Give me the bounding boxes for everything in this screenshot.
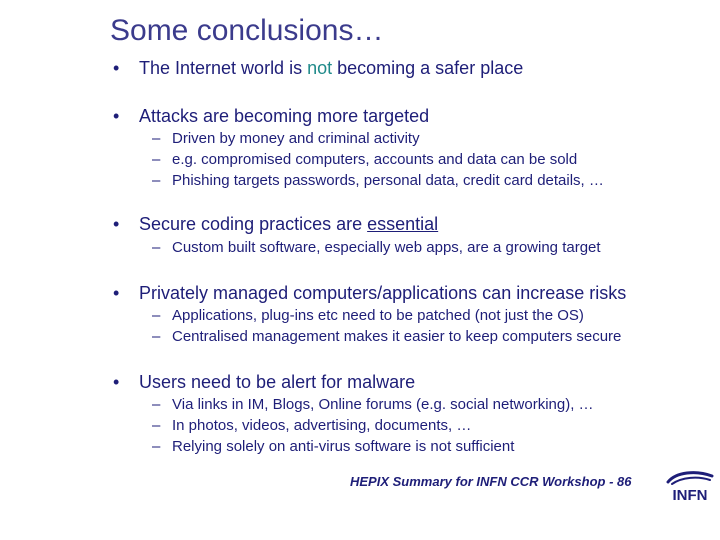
bullet-4-sub-2 — [152, 328, 621, 345]
bullet-symbol: • — [113, 283, 120, 303]
bullet-3 — [113, 214, 438, 235]
bullet-5-sub-2 — [152, 417, 471, 434]
bullet-2-sub-3 — [152, 172, 604, 189]
bullet-1-accent: not — [307, 58, 333, 78]
bullet-symbol: • — [113, 106, 120, 126]
bullet-4-text: Privately managed computers/applications can increase risks — [139, 283, 627, 303]
bullet-1-text-before: The Internet world is — [139, 58, 308, 78]
bullet-5-text: Users need to be alert for malware — [139, 372, 416, 392]
sub-text: In photos, videos, advertising, documents, … — [172, 417, 472, 434]
dash-symbol: – — [152, 307, 161, 324]
bullet-5-sub-3 — [152, 438, 514, 455]
sub-text: Driven by money and criminal activity — [172, 130, 420, 147]
bullet-4 — [113, 283, 626, 304]
slide-footer: HEPIX Summary for INFN CCR Workshop - 86 — [350, 474, 632, 489]
bullet-1 — [113, 58, 523, 79]
bullet-3-sub-1 — [152, 239, 601, 256]
sub-text: Relying solely on anti-virus software is not sufficient — [172, 438, 515, 455]
dash-symbol: – — [152, 328, 161, 345]
infn-logo-mark — [668, 473, 712, 484]
bullet-2-text: Attacks are becoming more targeted — [139, 106, 430, 126]
bullet-symbol: • — [113, 372, 120, 392]
bullet-3-underlined: essential — [367, 214, 439, 234]
bullet-4-sub-1 — [152, 307, 584, 324]
bullet-2-sub-1 — [152, 130, 420, 147]
bullet-3-text-before: Secure coding practices are — [139, 214, 368, 234]
sub-text: Centralised management makes it easier to keep computers secure — [172, 328, 622, 345]
sub-text: Applications, plug-ins etc need to be patched (not just the OS) — [172, 307, 584, 324]
bullet-5-sub-1 — [152, 396, 594, 413]
bullet-2 — [113, 106, 429, 127]
slide-title: Some conclusions… — [110, 14, 384, 47]
sub-text: Phishing targets passwords, personal data, credit card details, … — [172, 172, 604, 189]
bullet-symbol: • — [113, 58, 120, 78]
dash-symbol: – — [152, 438, 161, 455]
sub-text: e.g. compromised computers, accounts and data can be sold — [172, 151, 578, 168]
bullet-symbol: • — [113, 214, 120, 234]
sub-text: Via links in IM, Blogs, Online forums (e.g. social networking), … — [172, 396, 594, 413]
bullet-2-sub-2 — [152, 151, 577, 168]
infn-logo — [662, 470, 718, 504]
dash-symbol: – — [152, 417, 161, 434]
dash-symbol: – — [152, 239, 161, 256]
infn-logo-text: INFN — [672, 487, 708, 504]
bullet-5 — [113, 372, 415, 393]
dash-symbol: – — [152, 396, 161, 413]
sub-text: Custom built software, especially web apps, are a growing target — [172, 239, 601, 256]
dash-symbol: – — [152, 151, 161, 168]
dash-symbol: – — [152, 172, 161, 189]
dash-symbol: – — [152, 130, 161, 147]
bullet-1-text-after: becoming a safer place — [332, 58, 524, 78]
